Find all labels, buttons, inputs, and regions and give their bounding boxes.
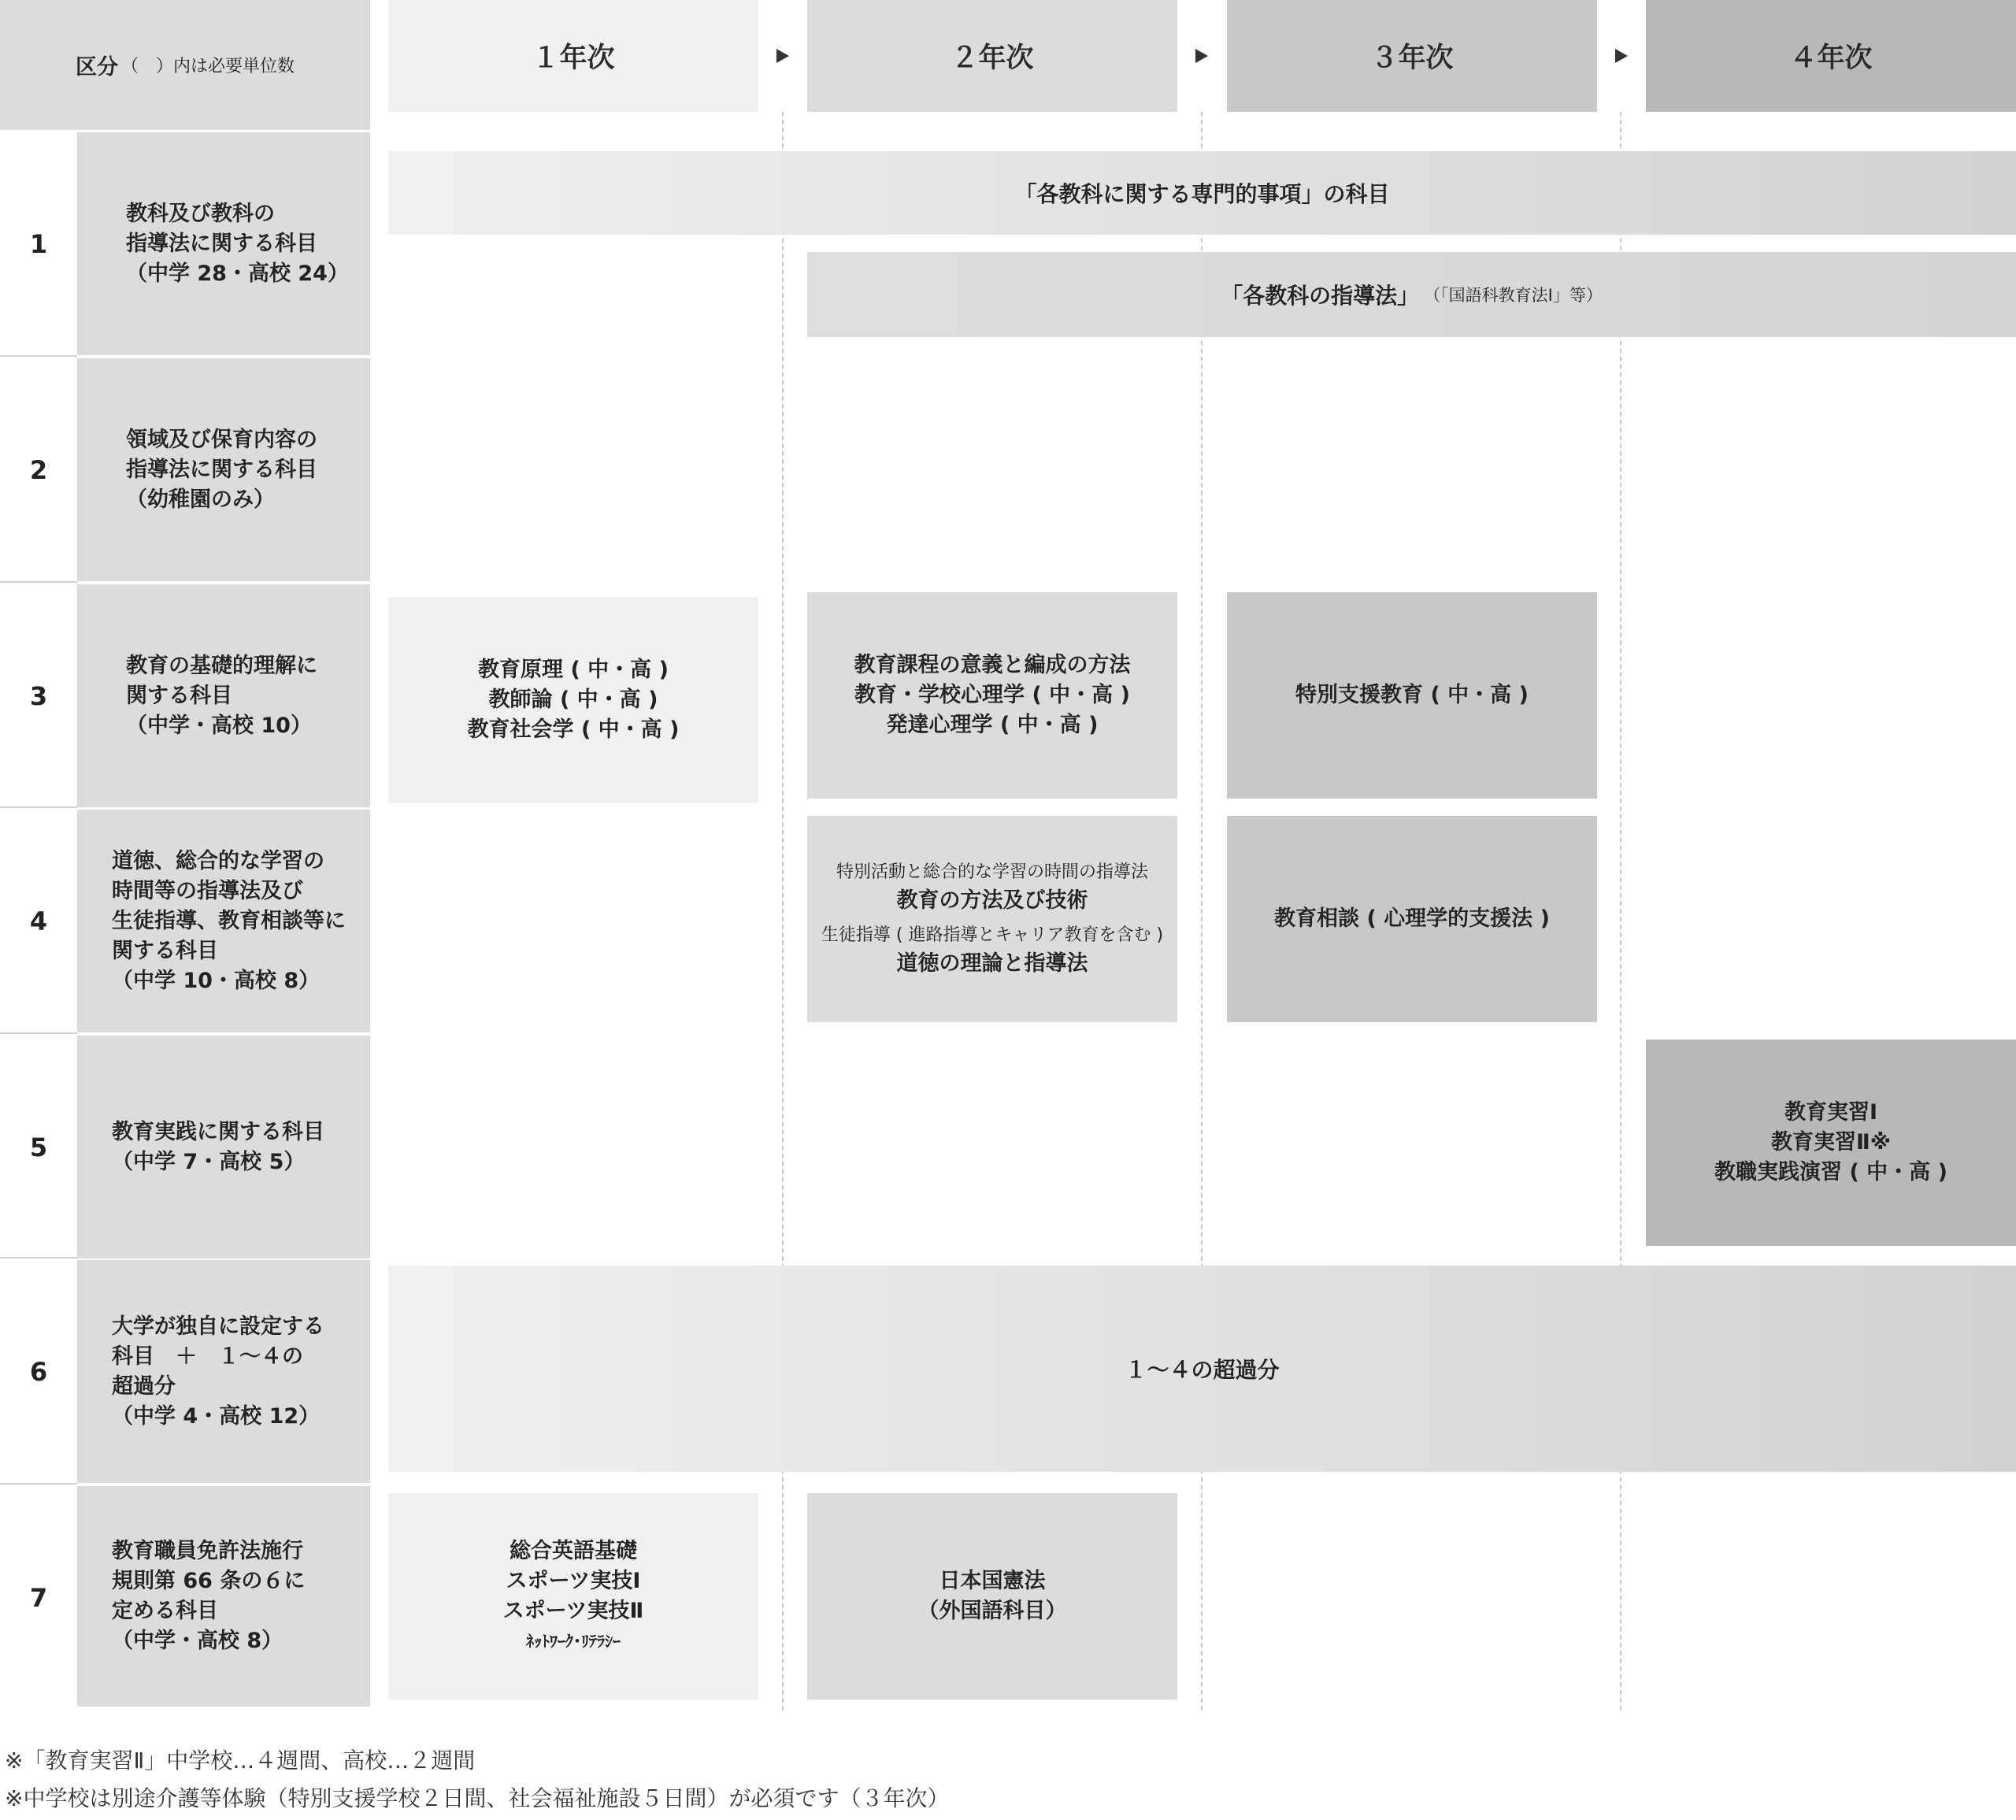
category-line: （中学・高校 10）	[126, 713, 312, 738]
year-header-2: ２年次	[807, 0, 1177, 112]
category-line: 教科及び教科の	[126, 201, 275, 226]
box-r7-y2	[807, 1493, 1177, 1700]
subject-line: 教育の方法及び技術	[896, 888, 1088, 913]
category-line: 規則第 66 条の６に	[112, 1569, 306, 1593]
category-line: （中学・高校 8）	[112, 1629, 284, 1653]
row-number: 1	[29, 228, 48, 259]
category-cell-6	[77, 1260, 370, 1483]
subject-line: 教職実践演習 ( 中・高 )	[1714, 1160, 1947, 1184]
category-line: 関する科目	[126, 683, 232, 708]
row-number: 2	[29, 454, 48, 485]
banner-r6-label: １～４の超過分	[1125, 1357, 1280, 1383]
category-line: 指導法に関する科目	[126, 231, 317, 256]
arrow-right-icon	[776, 49, 789, 63]
header-category-label: 区分	[75, 55, 118, 80]
subject-line: 教育相談 ( 心理学的支援法 )	[1274, 906, 1550, 931]
box-r3-y3	[1227, 592, 1597, 799]
year-header-1: １年次	[388, 0, 758, 112]
subject-line: 日本国憲法	[939, 1569, 1046, 1593]
row-separator	[0, 581, 77, 583]
banner-senmon	[388, 151, 2016, 235]
row-separator	[0, 806, 77, 808]
arrow-right-icon	[1615, 49, 1628, 63]
header-category-cell	[0, 0, 370, 130]
row-number: 4	[29, 906, 48, 936]
category-cell-1	[77, 132, 370, 355]
subject-line: 教師論 ( 中・高 )	[488, 688, 658, 712]
box-r5-y4	[1646, 1040, 2016, 1246]
row-number: 7	[29, 1582, 48, 1613]
subject-line-small: 生徒指導 ( 進路指導とキャリア教育を含む )	[821, 925, 1164, 945]
category-line: 教育の基礎的理解に	[126, 653, 317, 678]
category-line: 科目 ＋ １～４の	[112, 1344, 303, 1369]
subject-line: スポーツ実技Ⅰ	[506, 1569, 641, 1593]
category-line: （中学 28・高校 24）	[126, 261, 349, 286]
category-cell-5	[77, 1036, 370, 1258]
category-line: 超過分	[112, 1373, 176, 1399]
year-header-4: ４年次	[1646, 0, 2016, 112]
banner-shidoho-sub: （「国語科教育法Ⅰ」等）	[1424, 286, 1603, 305]
subject-line: （外国語科目）	[917, 1599, 1067, 1623]
category-line: 指導法に関する科目	[126, 457, 317, 482]
subject-line: 教育実習Ⅱ※	[1770, 1130, 1892, 1155]
category-line: 道徳、総合的な学習の	[112, 848, 324, 873]
category-line: 教育職員免許法施行	[112, 1539, 303, 1563]
category-line: 生徒指導、教育相談等に	[112, 908, 346, 933]
box-r4-y3	[1227, 816, 1597, 1022]
category-cell-4	[77, 810, 370, 1032]
box-r3-y1	[388, 597, 758, 803]
category-cell-3	[77, 584, 370, 807]
category-line: 領域及び保育内容の	[126, 427, 317, 452]
category-line: 教育実践に関する科目	[112, 1119, 324, 1144]
category-line: 時間等の指導法及び	[112, 878, 303, 903]
subject-line: 道徳の理論と指導法	[896, 951, 1088, 976]
subject-line-small: 特別活動と総合的な学習の時間の指導法	[836, 862, 1148, 882]
row-separator	[0, 1483, 77, 1485]
category-cell-2	[77, 358, 370, 581]
subject-line: 総合英語基礎	[510, 1539, 637, 1563]
banner-shidoho-label: 「各教科の指導法」	[1221, 283, 1420, 309]
subject-line-small: ﾈｯﾄﾜｰｸ･ﾘﾃﾗｼｰ	[526, 1632, 621, 1651]
category-line: （幼稚園のみ）	[126, 487, 275, 512]
subject-line: 特別支援教育 ( 中・高 )	[1295, 683, 1529, 707]
subject-line: 教育原理 ( 中・高 )	[478, 658, 669, 682]
box-r7-y1	[388, 1493, 758, 1700]
row-number: 6	[29, 1356, 48, 1387]
row-separator	[0, 1257, 77, 1258]
banner-r6	[388, 1266, 2016, 1472]
row-number: 5	[29, 1132, 48, 1162]
category-cell-7	[77, 1486, 370, 1707]
category-line: 定める科目	[112, 1599, 218, 1623]
subject-line: 教育実習Ⅰ	[1784, 1100, 1878, 1125]
category-line: （中学 7・高校 5）	[112, 1149, 306, 1174]
category-line: （中学 4・高校 12）	[112, 1403, 321, 1429]
subject-line: 教育社会学 ( 中・高 )	[467, 717, 680, 742]
arrow-right-icon	[1195, 49, 1208, 63]
category-line: （中学 10・高校 8）	[112, 968, 321, 993]
category-line: 大学が独自に設定する	[112, 1314, 324, 1339]
footnote: ※「教育実習Ⅱ」中学校…４週間、高校…２週間	[5, 1748, 476, 1774]
banner-shidoho	[807, 252, 2016, 337]
box-r4-y2	[807, 816, 1177, 1022]
row-separator	[0, 1032, 77, 1034]
category-line: 関する科目	[112, 938, 218, 963]
subject-line: スポーツ実技Ⅱ	[502, 1599, 644, 1623]
footnote: ※中学校は別途介護等体験（特別支援学校２日間、社会福祉施設５日間）が必須です（３年次）	[5, 1785, 950, 1811]
year-header-3: ３年次	[1227, 0, 1597, 112]
banner-senmon-label: 「各教科に関する専門的事項」の科目	[1014, 181, 1390, 207]
box-r3-y2	[807, 592, 1177, 799]
subject-line: 発達心理学 ( 中・高 )	[886, 713, 1099, 737]
row-separator	[0, 355, 77, 357]
header-category-sub: （ ）内は必要単位数	[120, 57, 295, 76]
row-number: 3	[29, 680, 48, 711]
subject-line: 教育課程の意義と編成の方法	[854, 653, 1131, 677]
subject-line: 教育・学校心理学 ( 中・高 )	[854, 683, 1130, 707]
